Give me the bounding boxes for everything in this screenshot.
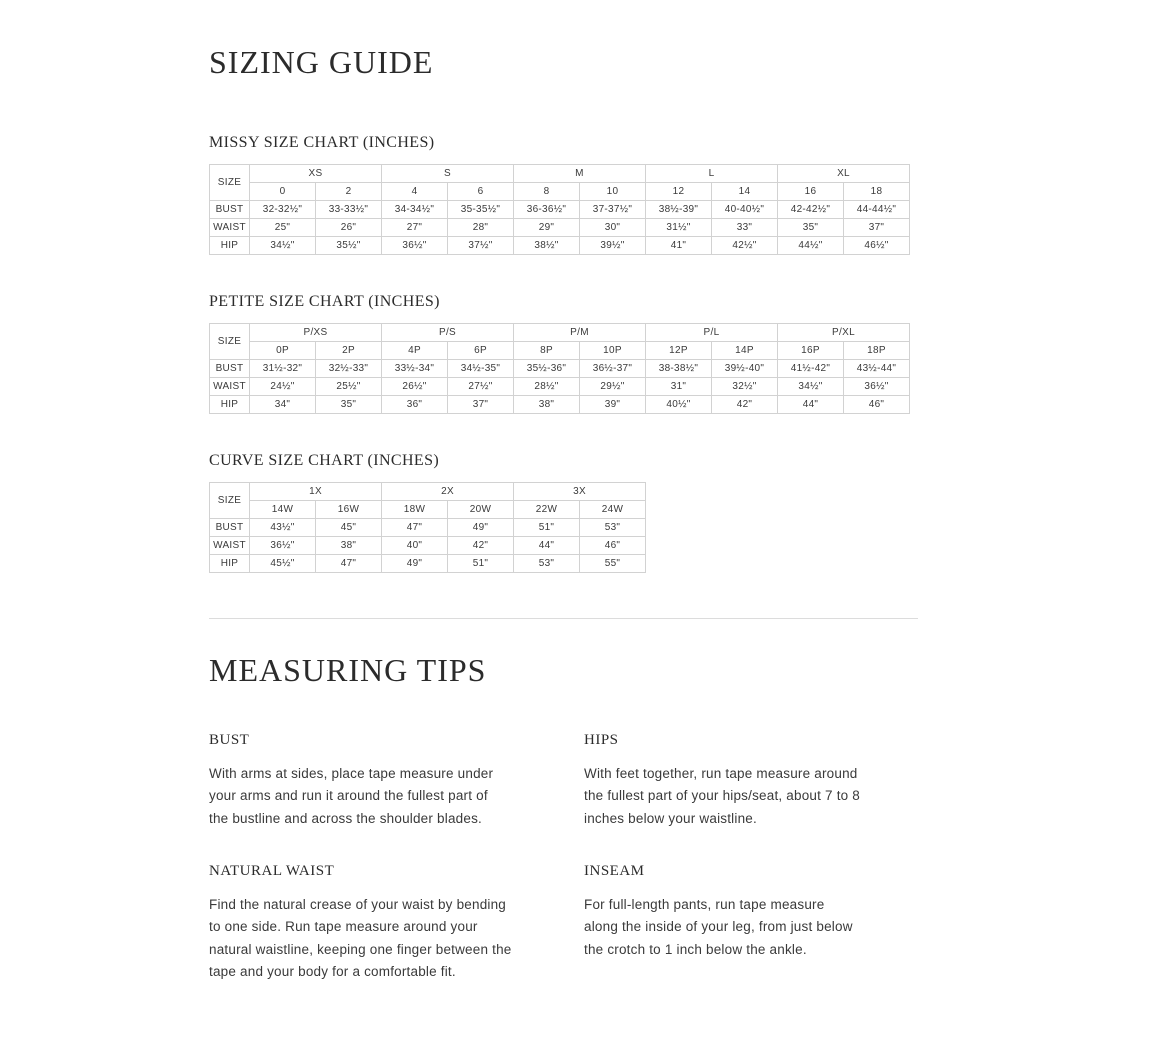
measurement-value: 42" (448, 537, 514, 555)
size-number: 14 (712, 183, 778, 201)
measurement-value: 45" (316, 519, 382, 537)
tip-inseam-heading: INSEAM (584, 863, 645, 879)
measurement-value: 38-38½" (646, 360, 712, 378)
measurement-row (210, 537, 646, 555)
measurement-value: 28½" (514, 378, 580, 396)
measurement-value: 37" (448, 396, 514, 414)
size-number: 14P (712, 342, 778, 360)
measurement-value: 46" (580, 537, 646, 555)
measurement-value: 38" (316, 537, 382, 555)
measurement-value: 42½" (712, 237, 778, 255)
measurement-value: 31" (646, 378, 712, 396)
measurement-value: 35" (316, 396, 382, 414)
measurement-value: 41½-42" (778, 360, 844, 378)
measurement-value: 33" (712, 219, 778, 237)
size-number: 20W (448, 501, 514, 519)
measurement-value: 34-34½" (382, 201, 448, 219)
measurement-value: 42" (712, 396, 778, 414)
size-group-header: P/XS (250, 324, 382, 342)
size-number: 18P (844, 342, 910, 360)
size-number-row (210, 342, 910, 360)
measurement-label: BUST (210, 519, 250, 537)
measurement-value: 40½" (646, 396, 712, 414)
measurement-value: 43½-44" (844, 360, 910, 378)
measurement-value: 27½" (448, 378, 514, 396)
measurement-value: 44-44½" (844, 201, 910, 219)
tip-hips-text: With feet together, run tape measure around the fullest part of your hips/seat, about 7 to 8 inches below your waistline. (584, 766, 861, 826)
tip-hips-heading: HIPS (584, 732, 619, 748)
measurement-row (210, 219, 910, 237)
measurement-value: 44" (778, 396, 844, 414)
measurement-value: 34½" (250, 237, 316, 255)
measurement-value: 39½-40" (712, 360, 778, 378)
size-number: 6 (448, 183, 514, 201)
measurement-value: 35½-36" (514, 360, 580, 378)
tip-bust (209, 732, 529, 830)
measurement-value: 51" (514, 519, 580, 537)
measurement-value: 40-40½" (712, 201, 778, 219)
tip-inseam-text: For full-length pants, run tape measure along the inside of your leg, from just below the crotch to 1 inch below the ankle. (584, 897, 853, 957)
size-label: SIZE (210, 165, 250, 201)
measurement-value: 25" (250, 219, 316, 237)
measurement-value: 39" (580, 396, 646, 414)
tip-bust-text: With arms at sides, place tape measure under your arms and run it around the fullest part of the bustline and across the shoulder blades. (209, 766, 494, 826)
size-number: 0 (250, 183, 316, 201)
measuring-tips-title: MEASURING TIPS (209, 652, 487, 688)
measurement-value: 28" (448, 219, 514, 237)
measurement-row (210, 201, 910, 219)
petite-size-table (209, 323, 910, 414)
measurement-label: BUST (210, 201, 250, 219)
measurement-value: 38½-39" (646, 201, 712, 219)
measurement-row (210, 396, 910, 414)
size-number: 8P (514, 342, 580, 360)
measurement-value: 32½-33" (316, 360, 382, 378)
curve-chart-title: CURVE SIZE CHART (INCHES) (209, 452, 440, 469)
measurement-label: WAIST (210, 537, 250, 555)
measurement-value: 38½" (514, 237, 580, 255)
measurement-value: 38" (514, 396, 580, 414)
measurement-value: 40" (382, 537, 448, 555)
size-number: 4P (382, 342, 448, 360)
measurement-value: 36-36½" (514, 201, 580, 219)
measurement-value: 26½" (382, 378, 448, 396)
measurement-value: 27" (382, 219, 448, 237)
size-number: 18 (844, 183, 910, 201)
measurement-value: 44" (514, 537, 580, 555)
tip-bust-heading: BUST (209, 732, 250, 748)
measurement-value: 25½" (316, 378, 382, 396)
size-number: 10 (580, 183, 646, 201)
tip-hips (584, 732, 904, 830)
size-group-header: 2X (382, 483, 514, 501)
measurement-value: 33½-34" (382, 360, 448, 378)
size-number: 6P (448, 342, 514, 360)
measurement-value: 29" (514, 219, 580, 237)
size-group-header: S (382, 165, 514, 183)
measurement-value: 35-35½" (448, 201, 514, 219)
tip-natural-waist-heading: NATURAL WAIST (209, 863, 335, 879)
size-number-row (210, 183, 910, 201)
measurement-label: BUST (210, 360, 250, 378)
size-group-header: P/M (514, 324, 646, 342)
size-group-header: P/S (382, 324, 514, 342)
measurement-value: 46½" (844, 237, 910, 255)
measurement-value: 36" (382, 396, 448, 414)
size-group-header: P/L (646, 324, 778, 342)
measurement-value: 34" (250, 396, 316, 414)
measurement-row (210, 237, 910, 255)
measurement-value: 44½" (778, 237, 844, 255)
measurement-label: HIP (210, 555, 250, 573)
size-group-row (210, 165, 910, 183)
size-group-header: L (646, 165, 778, 183)
size-number-row (210, 501, 646, 519)
measurement-value: 55" (580, 555, 646, 573)
measurement-value: 46" (844, 396, 910, 414)
page-title: SIZING GUIDE (209, 44, 434, 80)
measurement-value: 37½" (448, 237, 514, 255)
size-group-header: 3X (514, 483, 646, 501)
measurement-value: 31½" (646, 219, 712, 237)
measurement-value: 24½" (250, 378, 316, 396)
section-divider (209, 618, 918, 619)
measurement-value: 37" (844, 219, 910, 237)
measurement-value: 36½" (844, 378, 910, 396)
size-number: 10P (580, 342, 646, 360)
measurement-row (210, 519, 646, 537)
size-group-header: XL (778, 165, 910, 183)
measurement-value: 35½" (316, 237, 382, 255)
measurement-value: 33-33½" (316, 201, 382, 219)
size-group-header: P/XL (778, 324, 910, 342)
size-number: 24W (580, 501, 646, 519)
measurement-value: 45½" (250, 555, 316, 573)
measurement-value: 43½" (250, 519, 316, 537)
measurement-value: 34½-35" (448, 360, 514, 378)
size-group-row (210, 324, 910, 342)
measurement-value: 49" (382, 555, 448, 573)
measurement-value: 32-32½" (250, 201, 316, 219)
size-group-header: M (514, 165, 646, 183)
measurement-label: HIP (210, 237, 250, 255)
size-group-header: XS (250, 165, 382, 183)
measurement-value: 36½-37" (580, 360, 646, 378)
size-number: 12 (646, 183, 712, 201)
size-number: 16P (778, 342, 844, 360)
measurement-value: 39½" (580, 237, 646, 255)
size-label: SIZE (210, 483, 250, 519)
missy-size-table (209, 164, 910, 255)
measurement-value: 53" (514, 555, 580, 573)
measurement-value: 34½" (778, 378, 844, 396)
tip-natural-waist (209, 863, 529, 983)
measurement-row (210, 555, 646, 573)
measurement-value: 47" (382, 519, 448, 537)
size-number: 18W (382, 501, 448, 519)
measurement-value: 36½" (382, 237, 448, 255)
size-group-header: 1X (250, 483, 382, 501)
curve-size-table (209, 482, 646, 573)
measurement-value: 31½-32" (250, 360, 316, 378)
size-number: 16W (316, 501, 382, 519)
measurement-value: 51" (448, 555, 514, 573)
measurement-value: 35" (778, 219, 844, 237)
measurement-value: 30" (580, 219, 646, 237)
measurement-value: 49" (448, 519, 514, 537)
measurement-value: 26" (316, 219, 382, 237)
tip-natural-waist-text: Find the natural crease of your waist by bending to one side. Run tape measure around your natural waistline, keeping one finger between the tape and your body for a comfortable fit. (209, 897, 512, 979)
size-number: 22W (514, 501, 580, 519)
measurement-value: 53" (580, 519, 646, 537)
measurement-row (210, 378, 910, 396)
petite-chart-title: PETITE SIZE CHART (INCHES) (209, 293, 440, 310)
measurement-label: WAIST (210, 378, 250, 396)
measurement-value: 41" (646, 237, 712, 255)
size-number: 2 (316, 183, 382, 201)
size-number: 0P (250, 342, 316, 360)
measurement-value: 47" (316, 555, 382, 573)
measurement-value: 42-42½" (778, 201, 844, 219)
missy-chart-title: MISSY SIZE CHART (INCHES) (209, 134, 435, 151)
measurement-label: HIP (210, 396, 250, 414)
size-number: 2P (316, 342, 382, 360)
size-number: 12P (646, 342, 712, 360)
size-number: 16 (778, 183, 844, 201)
tip-inseam (584, 863, 904, 961)
measurement-row (210, 360, 910, 378)
size-number: 14W (250, 501, 316, 519)
measurement-label: WAIST (210, 219, 250, 237)
measurement-value: 29½" (580, 378, 646, 396)
measurement-value: 36½" (250, 537, 316, 555)
measurement-value: 37-37½" (580, 201, 646, 219)
size-label: SIZE (210, 324, 250, 360)
size-number: 4 (382, 183, 448, 201)
size-number: 8 (514, 183, 580, 201)
size-group-row (210, 483, 646, 501)
measurement-value: 32½" (712, 378, 778, 396)
